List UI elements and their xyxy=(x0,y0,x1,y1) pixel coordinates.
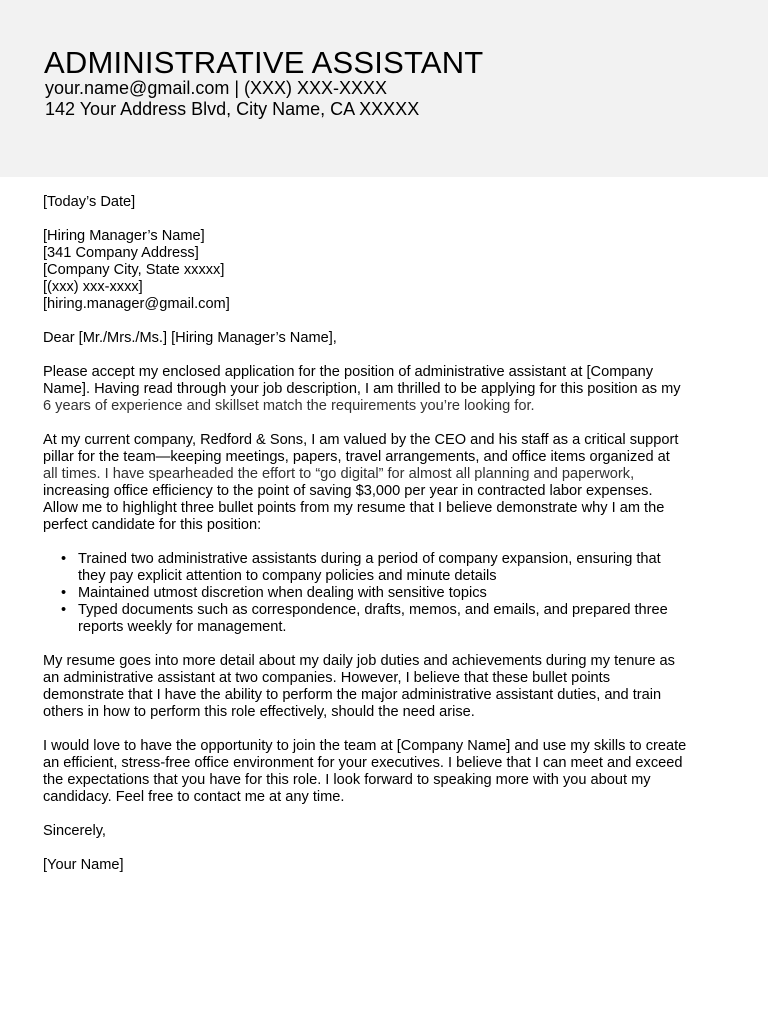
paragraph-line: 6 years of experience and skillset match the requirements you’re looking for. xyxy=(43,398,535,414)
signature-line: [Your Name] xyxy=(43,857,124,873)
date-line: [Today’s Date] xyxy=(43,194,136,210)
paragraph-line: Allow me to highlight three bullet points from my resume that I believe demonstrate why I am the xyxy=(43,500,665,516)
paragraph-line: pillar for the team—keeping meetings, papers, travel arrangements, and office items organized at xyxy=(43,449,670,465)
list-item xyxy=(78,551,733,585)
paragraph-experience xyxy=(43,432,733,534)
paragraph-resume xyxy=(43,653,733,721)
bullet-line: reports weekly for management. xyxy=(78,619,287,635)
salutation xyxy=(43,330,733,347)
recipient-line: [Company City, State xxxxx] xyxy=(43,262,225,278)
letter-body xyxy=(43,194,733,874)
paragraph-line: I would love to have the opportunity to join the team at [Company Name] and use my skills to create xyxy=(43,738,687,754)
recipient-block xyxy=(43,228,733,313)
bullet-line: • Trained two administrative assistants during a period of company expansion, ensuring that xyxy=(78,551,661,567)
paragraph-line: increasing office efficiency to the point of saving $3,000 per year in contracted labor expenses. xyxy=(43,483,653,499)
bullet-line: • Typed documents such as correspondence, drafts, memos, and emails, and prepared three xyxy=(78,602,668,618)
recipient-line: [Hiring Manager’s Name] xyxy=(43,228,205,244)
recipient-line: [hiring.manager@gmail.com] xyxy=(43,296,230,312)
paragraph-line: At my current company, Redford & Sons, I am valued by the CEO and his staff as a critical support xyxy=(43,432,679,448)
list-item xyxy=(78,602,733,636)
address-info: 142 Your Address Blvd, City Name, CA XXXXX xyxy=(45,99,420,119)
closing xyxy=(43,823,733,840)
salutation-line: Dear [Mr./Mrs./Ms.] [Hiring Manager’s Name], xyxy=(43,330,337,346)
paragraph-line: candidacy. Feel free to contact me at any time. xyxy=(43,789,345,805)
recipient-line: [341 Company Address] xyxy=(43,245,199,261)
bullet-line: they pay explicit attention to company policies and minute details xyxy=(78,568,497,584)
paragraph-line: others in how to perform this role effectively, should the need arise. xyxy=(43,704,475,720)
applicant-title: ADMINISTRATIVE ASSISTANT xyxy=(44,45,484,80)
paragraph-line: My resume goes into more detail about my daily job duties and achievements during my tenure as xyxy=(43,653,675,669)
list-item xyxy=(78,585,733,602)
paragraph-line: the expectations that you have for this role. I look forward to speaking more with you about my xyxy=(43,772,651,788)
paragraph-line: all times. I have spearheaded the effort to “go digital” for almost all planning and paperwork, xyxy=(43,466,635,482)
paragraph-line: demonstrate that I have the ability to perform the major administrative assistant duties, and train xyxy=(43,687,662,703)
paragraph-line: Name]. Having read through your job description, I am thrilled to be applying for this position as my xyxy=(43,381,681,397)
paragraph-line: an efficient, stress-free office environment for your executives. I believe that I can meet and exceed xyxy=(43,755,683,771)
paragraph-intro xyxy=(43,364,733,415)
contact-info: your.name@gmail.com | (XXX) XXX-XXXX xyxy=(45,78,388,98)
paragraph-line: Please accept my enclosed application for the position of administrative assistant at [Company xyxy=(43,364,654,380)
letter-header xyxy=(0,0,768,177)
paragraph-line: perfect candidate for this position: xyxy=(43,517,262,533)
highlight-list xyxy=(43,551,733,636)
signature xyxy=(43,857,733,874)
recipient-line: [(xxx) xxx-xxxx] xyxy=(43,279,143,295)
paragraph-line: an administrative assistant at two companies. However, I believe that these bullet points xyxy=(43,670,611,686)
paragraph-closing xyxy=(43,738,733,806)
closing-line: Sincerely, xyxy=(43,823,106,839)
bullet-line: • Maintained utmost discretion when dealing with sensitive topics xyxy=(78,585,487,601)
letter-date xyxy=(43,194,733,211)
